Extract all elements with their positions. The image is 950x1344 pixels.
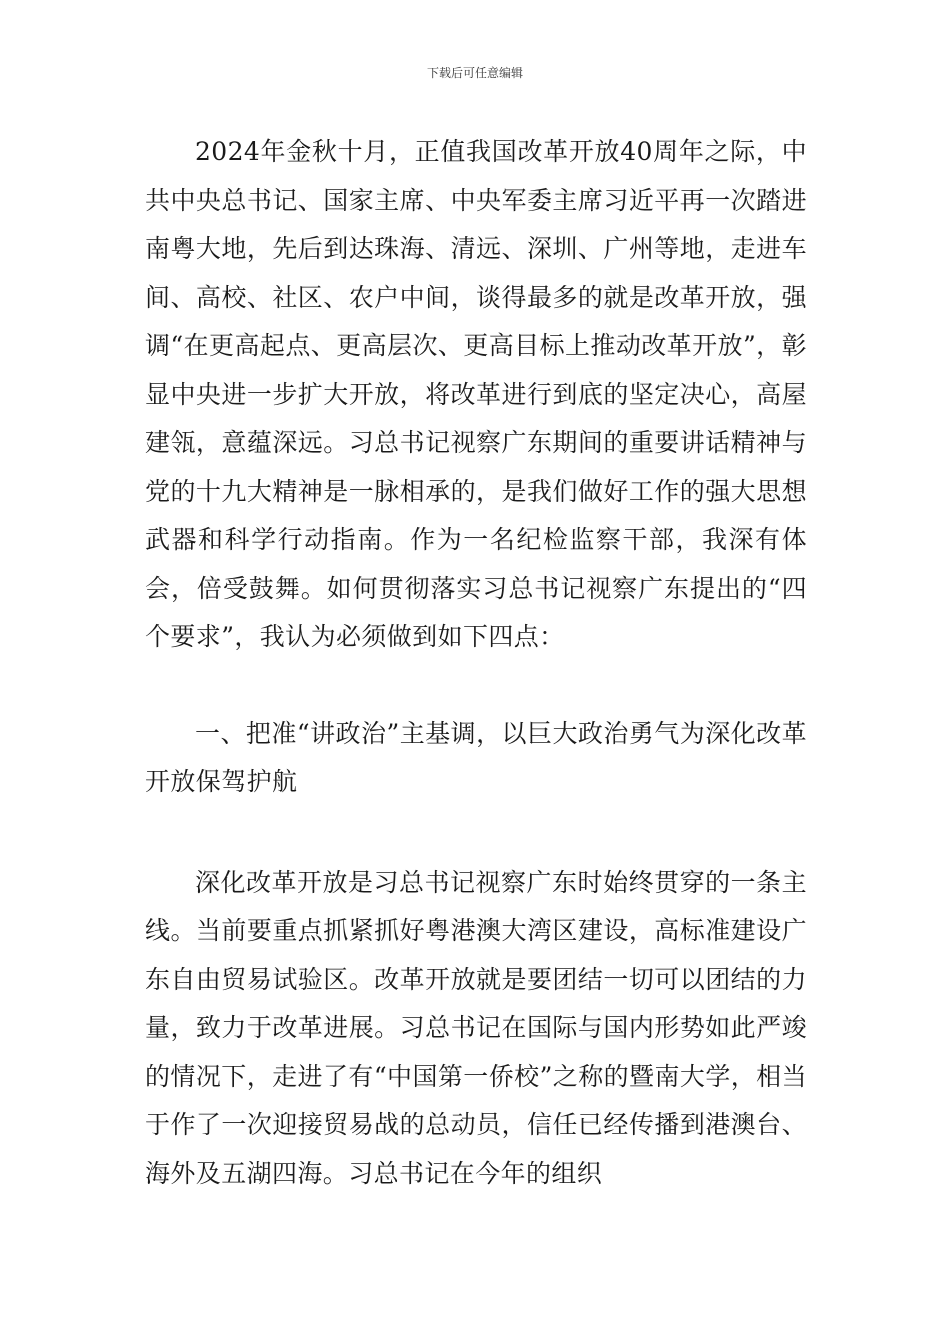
body-paragraph-1: 2024年金秋十月，正值我国改革开放40周年之际，中共中央总书记、国家主席、中央军委主席习近平再一次踏进南粤大地，先后到达珠海、清远、深圳、广州等地，走进车间、高校、社区、农户中间，谈得最多的就是改革开放，强调“在更高起点、更高层次、更高目标上推动改革开放”，彰显中央进一步扩大开放，将改革进行到底的坚定决心，高屋建瓴，意蕴深远。习总书记视察广东期间的重要讲话精神与党的十九大精神是一脉相承的，是我们做好工作的强大思想武器和科学行动指南。作为一名纪检监察干部，我深有体会，倍受鼓舞。如何贯彻落实习总书记视察广东提出的“四个要求”，我认为必须做到如下四点： <box>145 137 807 651</box>
section-heading-1: 一、把准“讲政治”主基调，以巨大政治勇气为深化改革开放保驾护航 <box>145 718 807 796</box>
page-header-note: 下载后可任意编辑 <box>426 66 523 80</box>
document-body <box>145 128 807 1198</box>
paragraph-spacer <box>145 662 807 710</box>
body-paragraph-2: 深化改革开放是习总书记视察广东时始终贯穿的一条主线。当前要重点抓紧抓好粤港澳大湾区建设，高标准建设广东自由贸易试验区。改革开放就是要团结一切可以团结的力量，致力于改革进展。习总书记在国际与国内形势如此严竣的情况下，走进了有“中国第一侨校”之称的暨南大学，相当于作了一次迎接贸易战的总动员，信任已经传播到港澳台、海外及五湖四海。习总书记在今年的组织 <box>145 867 807 1188</box>
paragraph-spacer <box>145 807 807 859</box>
